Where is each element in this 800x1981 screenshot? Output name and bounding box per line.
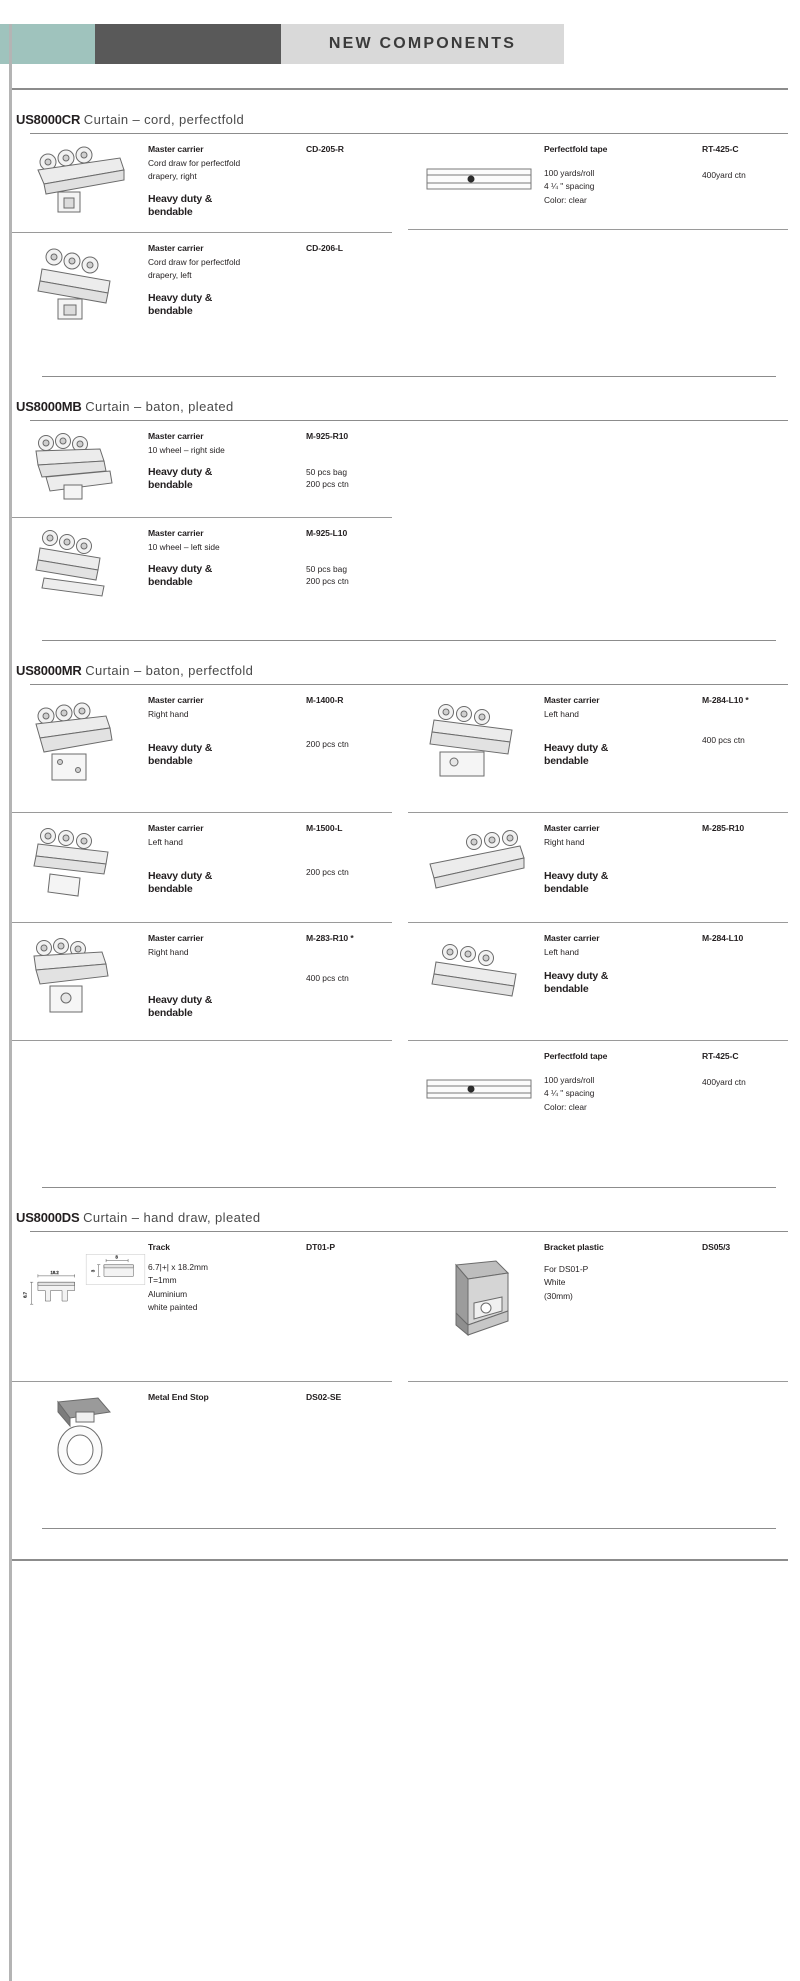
product-label: Master carrier [148, 528, 204, 538]
grid-column-left [12, 134, 400, 350]
family-code: US8000DS [16, 1210, 80, 1225]
family-title [12, 112, 788, 127]
product-qty: 200 pcs ctn [306, 575, 349, 586]
product-row [12, 923, 392, 1041]
product-row [12, 518, 392, 614]
family-bottom-divider [42, 376, 776, 377]
product-heavy-duty-note: Heavy duty & bendable [148, 994, 213, 1020]
product-image-carrier-mr-right3 [12, 931, 148, 1030]
product-row [12, 813, 392, 923]
product-sub: Color: clear [544, 194, 587, 205]
product-image-carrier-mr-right2 [408, 821, 544, 912]
product-row [408, 134, 788, 230]
product-image-carrier-cord-left [12, 241, 148, 327]
product-label: Master carrier [148, 144, 204, 154]
product-image-tape [408, 142, 544, 219]
product-sub: drapery, right [148, 171, 197, 182]
product-label: Master carrier [544, 823, 600, 833]
grid-column-right [400, 685, 788, 1161]
family-section-us8000ds [0, 1210, 800, 1529]
product-qty: 400yard ctn [702, 1077, 746, 1087]
product-row [12, 134, 392, 233]
page-banner [0, 24, 800, 64]
product-image-carrier-mr-left [12, 821, 148, 912]
product-label: Master carrier [148, 695, 204, 705]
product-code: DS05/3 [702, 1242, 731, 1252]
product-info [148, 241, 392, 327]
product-row [12, 233, 392, 337]
product-grid [12, 421, 788, 614]
family-bottom-divider [42, 1187, 776, 1188]
product-image-bracket [408, 1240, 544, 1371]
product-row-empty [408, 1382, 788, 1502]
product-info [148, 821, 392, 912]
product-heavy-duty-note: Heavy duty & bendable [148, 870, 213, 896]
product-heavy-duty-note: Heavy duty & bendable [544, 870, 609, 896]
product-heavy-duty-note: Heavy duty & bendable [148, 466, 213, 492]
product-info [544, 931, 788, 1030]
product-qty: 200 pcs ctn [306, 739, 349, 749]
header-divider [12, 88, 788, 90]
product-label: Bracket plastic [544, 1242, 604, 1252]
product-code: RT-425-C [702, 144, 739, 154]
family-title [12, 399, 788, 414]
family-bottom-divider [42, 640, 776, 641]
product-row [12, 685, 392, 813]
product-info [544, 821, 788, 912]
product-info [544, 1240, 788, 1371]
product-sub: 100 yards/roll [544, 168, 595, 178]
product-sub: T=1mm [148, 1275, 177, 1286]
banner-swatch-gray [95, 24, 281, 64]
banner-swatch-teal [0, 24, 95, 64]
product-code: DS02-SE [306, 1392, 342, 1402]
product-row-empty [408, 421, 788, 541]
product-image-carrier-mr-right [12, 693, 148, 802]
product-row [408, 813, 788, 923]
product-heavy-duty-note: Heavy duty & bendable [544, 970, 609, 996]
product-qty: 400yard ctn [702, 170, 746, 180]
family-desc: Curtain – baton, pleated [85, 399, 234, 414]
family-section-us8000mb [0, 399, 800, 641]
product-heavy-duty-note: Heavy duty & bendable [148, 563, 213, 589]
product-label: Metal End Stop [148, 1392, 209, 1402]
family-code: US8000CR [16, 112, 81, 127]
product-code: RT-425-C [702, 1051, 739, 1061]
family-desc: Curtain – hand draw, pleated [83, 1210, 261, 1225]
product-sub: Right hand [544, 837, 585, 847]
product-label: Master carrier [148, 823, 204, 833]
product-label: Master carrier [148, 431, 204, 441]
product-image-carrier-mr-left3 [408, 931, 544, 1030]
product-sub: Cord draw for perfectfold [148, 257, 241, 267]
grid-column-right [400, 421, 788, 614]
product-code: M-285-R10 [702, 823, 745, 833]
product-image-carrier-mr-left2 [408, 693, 544, 802]
product-label: Master carrier [544, 695, 600, 705]
product-sub: 10 wheel – right side [148, 445, 225, 455]
family-desc: Curtain – baton, perfectfold [85, 663, 254, 678]
product-code: M-284-L10 * [702, 695, 749, 705]
family-bottom-divider [42, 1528, 776, 1529]
family-section-us8000mr [0, 663, 800, 1188]
product-sub: Right hand [148, 947, 189, 957]
product-info [544, 142, 788, 219]
product-code: M-925-L10 [306, 528, 348, 538]
svg-text:18.2: 18.2 [50, 1269, 59, 1275]
product-heavy-duty-note: Heavy duty & bendable [544, 742, 609, 768]
catalog-page [0, 24, 800, 1981]
product-heavy-duty-note: Heavy duty & bendable [148, 291, 213, 317]
product-heavy-duty-note: Heavy duty & bendable [148, 742, 213, 768]
product-label: Track [148, 1242, 170, 1252]
product-sub: 10 wheel – left side [148, 542, 220, 552]
family-section-us8000cr [0, 112, 800, 377]
grid-column-right [400, 134, 788, 350]
product-row [408, 1041, 788, 1145]
product-row [12, 1232, 392, 1382]
product-row-empty [12, 1041, 392, 1161]
product-label: Perfectfold tape [544, 144, 608, 154]
page-footer-divider [12, 1559, 788, 1561]
grid-column-left [12, 685, 400, 1161]
product-code: DT01-P [306, 1242, 336, 1252]
product-qty: 400 pcs ctn [306, 973, 349, 983]
product-info [148, 142, 392, 222]
product-label: Perfectfold tape [544, 1051, 608, 1061]
product-code: M-283-R10 * [306, 933, 354, 943]
product-sub: Right hand [148, 709, 189, 719]
family-title [12, 663, 788, 678]
product-info [148, 429, 392, 507]
product-sub: drapery, left [148, 270, 192, 281]
product-qty: 50 pcs bag [306, 467, 347, 477]
product-qty: 200 pcs ctn [306, 478, 349, 489]
product-sub: Aluminium [148, 1288, 188, 1299]
grid-column-right [400, 1232, 788, 1502]
product-image-track-section [12, 1240, 148, 1360]
product-sub: For DS01-P [544, 1264, 589, 1274]
product-image-carrier-10wheel-right [12, 429, 148, 507]
product-sub: 100 yards/roll [544, 1075, 595, 1085]
banner-filler [564, 24, 800, 64]
family-code: US8000MB [16, 399, 82, 414]
svg-text:6.7: 6.7 [22, 1292, 28, 1298]
product-info [544, 1049, 788, 1135]
product-code: CD-205-R [306, 144, 344, 154]
product-grid [12, 1232, 788, 1502]
grid-column-left [12, 421, 400, 614]
product-row [408, 923, 788, 1041]
product-qty: 200 pcs ctn [306, 867, 349, 877]
product-sub: 4 ¼ " spacing [544, 1088, 595, 1099]
product-heavy-duty-note: Heavy duty & bendable [148, 192, 213, 218]
product-image-carrier-cord-right [12, 142, 148, 222]
product-code: M-925-R10 [306, 431, 349, 441]
product-qty: 50 pcs bag [306, 564, 347, 574]
product-image-carrier-10wheel-left [12, 526, 148, 604]
product-sub: Left hand [148, 837, 183, 847]
product-sub: (30mm) [544, 1290, 573, 1301]
product-sub: 4 ¼ " spacing [544, 181, 595, 192]
product-info [148, 1240, 392, 1315]
product-info [148, 526, 392, 604]
product-code: M-1400-R [306, 695, 344, 705]
product-image-tape [408, 1049, 544, 1135]
page-title: NEW COMPONENTS [281, 24, 564, 64]
product-sub: White [544, 1277, 566, 1288]
product-sub: 6.7|+| x 18.2mm [148, 1262, 208, 1272]
product-grid [12, 685, 788, 1161]
product-label: Master carrier [148, 933, 204, 943]
family-title [12, 1210, 788, 1225]
grid-column-left [12, 1232, 400, 1502]
product-row-empty [408, 230, 788, 350]
product-sub: Left hand [544, 947, 579, 957]
product-code: M-1500-L [306, 823, 343, 833]
product-sub: Left hand [544, 709, 579, 719]
product-row [12, 421, 392, 518]
product-label: Master carrier [544, 933, 600, 943]
product-sub: Color: clear [544, 1101, 587, 1112]
product-row [12, 1382, 392, 1492]
product-info [544, 693, 788, 802]
left-margin-rule [9, 24, 12, 1981]
family-desc: Curtain – cord, perfectfold [83, 112, 245, 127]
product-info [148, 1390, 392, 1482]
product-sub: Cord draw for perfectfold [148, 158, 241, 168]
product-code: M-284-L10 [702, 933, 744, 943]
product-code: CD-206-L [306, 243, 343, 253]
product-row [408, 1232, 788, 1382]
product-label: Master carrier [148, 243, 204, 253]
product-image-endstop [12, 1390, 148, 1482]
product-info [148, 931, 392, 1030]
product-info [148, 693, 392, 802]
svg-text:3: 3 [90, 1269, 96, 1273]
svg-text:8: 8 [115, 1254, 118, 1260]
product-qty: 400 pcs ctn [702, 735, 745, 745]
product-row [408, 685, 788, 813]
product-sub: white painted [148, 1302, 198, 1313]
family-code: US8000MR [16, 663, 82, 678]
product-grid [12, 134, 788, 350]
